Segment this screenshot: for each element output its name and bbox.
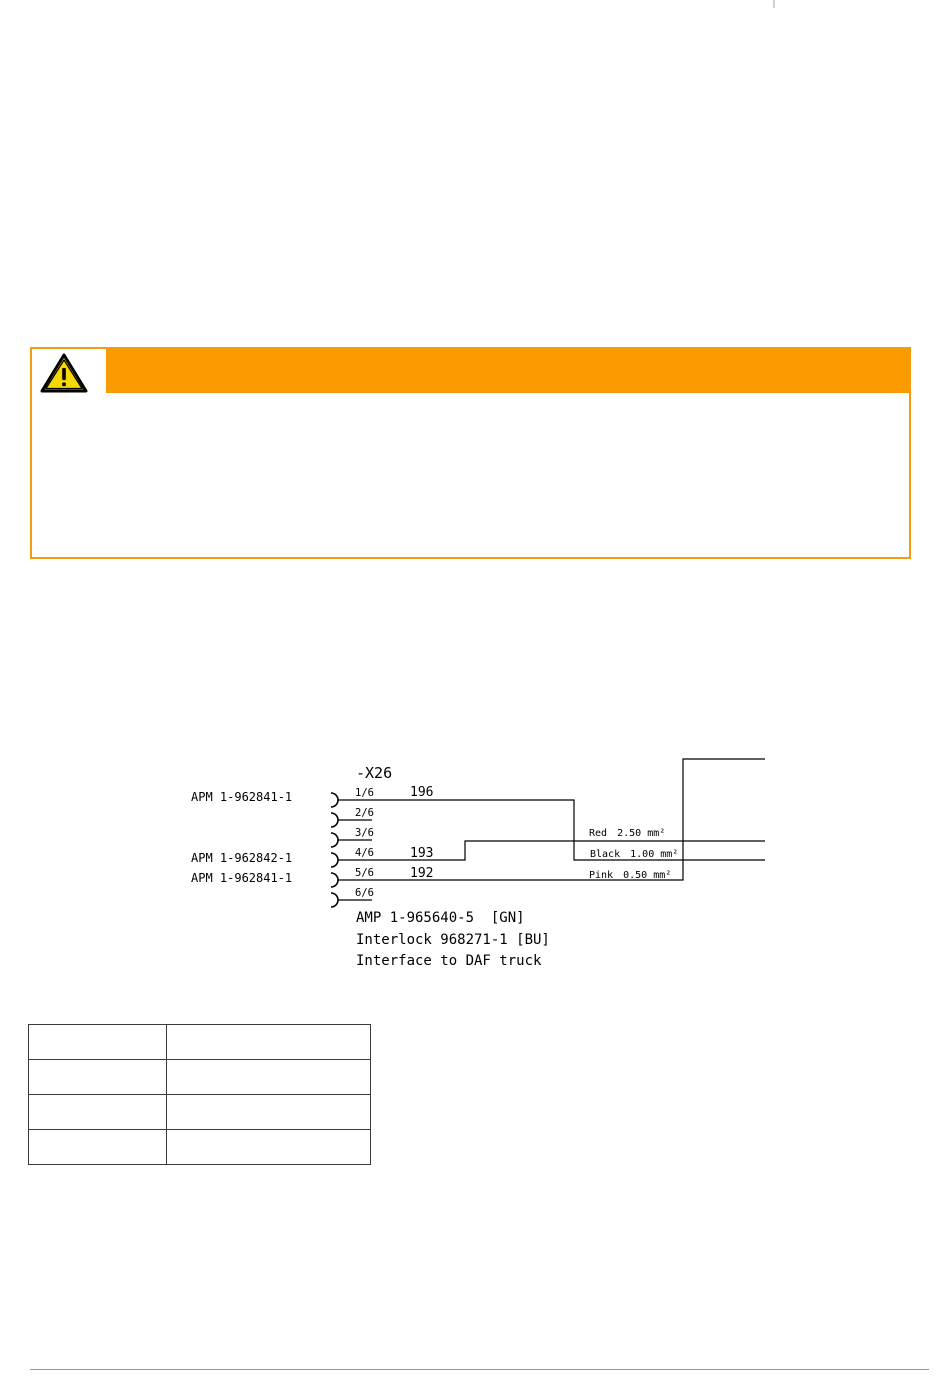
data-table — [28, 1024, 371, 1165]
table-cell — [29, 1130, 167, 1165]
connector-housing-note: AMP 1-965640-5 [GN] — [356, 910, 525, 926]
wire-number: 192 — [410, 866, 434, 881]
cable-size: 2.50 mm² — [617, 828, 666, 839]
interlock-note: Interlock 968271-1 [BU] — [356, 932, 550, 948]
pin-receptacle-3 — [331, 833, 338, 847]
table-row — [29, 1025, 371, 1060]
pin-receptacles — [331, 793, 338, 907]
cable-spec-pink — [589, 870, 671, 881]
cable-size: 0.50 mm² — [623, 870, 672, 881]
warning-header-band — [106, 349, 909, 393]
table-cell — [29, 1060, 167, 1095]
interface-note: Interface to DAF truck — [356, 953, 542, 969]
wire-number: 193 — [410, 846, 434, 861]
footer-rule — [30, 1369, 929, 1370]
connector-id: -X26 — [356, 764, 393, 782]
pin-label: 5/6 — [355, 867, 374, 879]
pin-label: 1/6 — [355, 787, 374, 799]
pin-receptacle-6 — [331, 893, 338, 907]
pin-label: 4/6 — [355, 847, 374, 859]
pin-receptacle-4 — [331, 853, 338, 867]
wiring-diagram — [0, 740, 950, 980]
table-cell — [167, 1095, 371, 1130]
pin-label: 3/6 — [355, 827, 374, 839]
table-cell — [29, 1025, 167, 1060]
wires — [372, 759, 765, 880]
pin-receptacle-1 — [331, 793, 338, 807]
cable-spec-red — [589, 828, 665, 839]
table-row — [29, 1130, 371, 1165]
wire-number: 196 — [410, 785, 434, 800]
terminal-part-number: APM 1-962841-1 — [191, 790, 293, 804]
table-cell — [167, 1025, 371, 1060]
table-cell — [167, 1130, 371, 1165]
pin-receptacle-5 — [331, 873, 338, 887]
terminal-part-number: APM 1-962842-1 — [191, 851, 293, 865]
cable-spec-black — [590, 849, 678, 860]
cable-color: Pink — [589, 870, 614, 881]
table-row — [29, 1095, 371, 1130]
cable-color: Black — [590, 849, 621, 860]
warning-box — [30, 347, 911, 559]
table-cell — [29, 1095, 167, 1130]
pin-label: 2/6 — [355, 807, 374, 819]
table-cell — [167, 1060, 371, 1095]
warning-triangle-icon — [38, 351, 90, 395]
terminal-part-number: APM 1-962841-1 — [191, 871, 293, 885]
pin-label: 6/6 — [355, 887, 374, 899]
cable-size: 1.00 mm² — [630, 849, 679, 860]
pin-receptacle-2 — [331, 813, 338, 827]
table-row — [29, 1060, 371, 1095]
wire-192 — [372, 759, 765, 880]
top-margin-mark — [773, 0, 775, 8]
cable-color: Red — [589, 828, 608, 839]
